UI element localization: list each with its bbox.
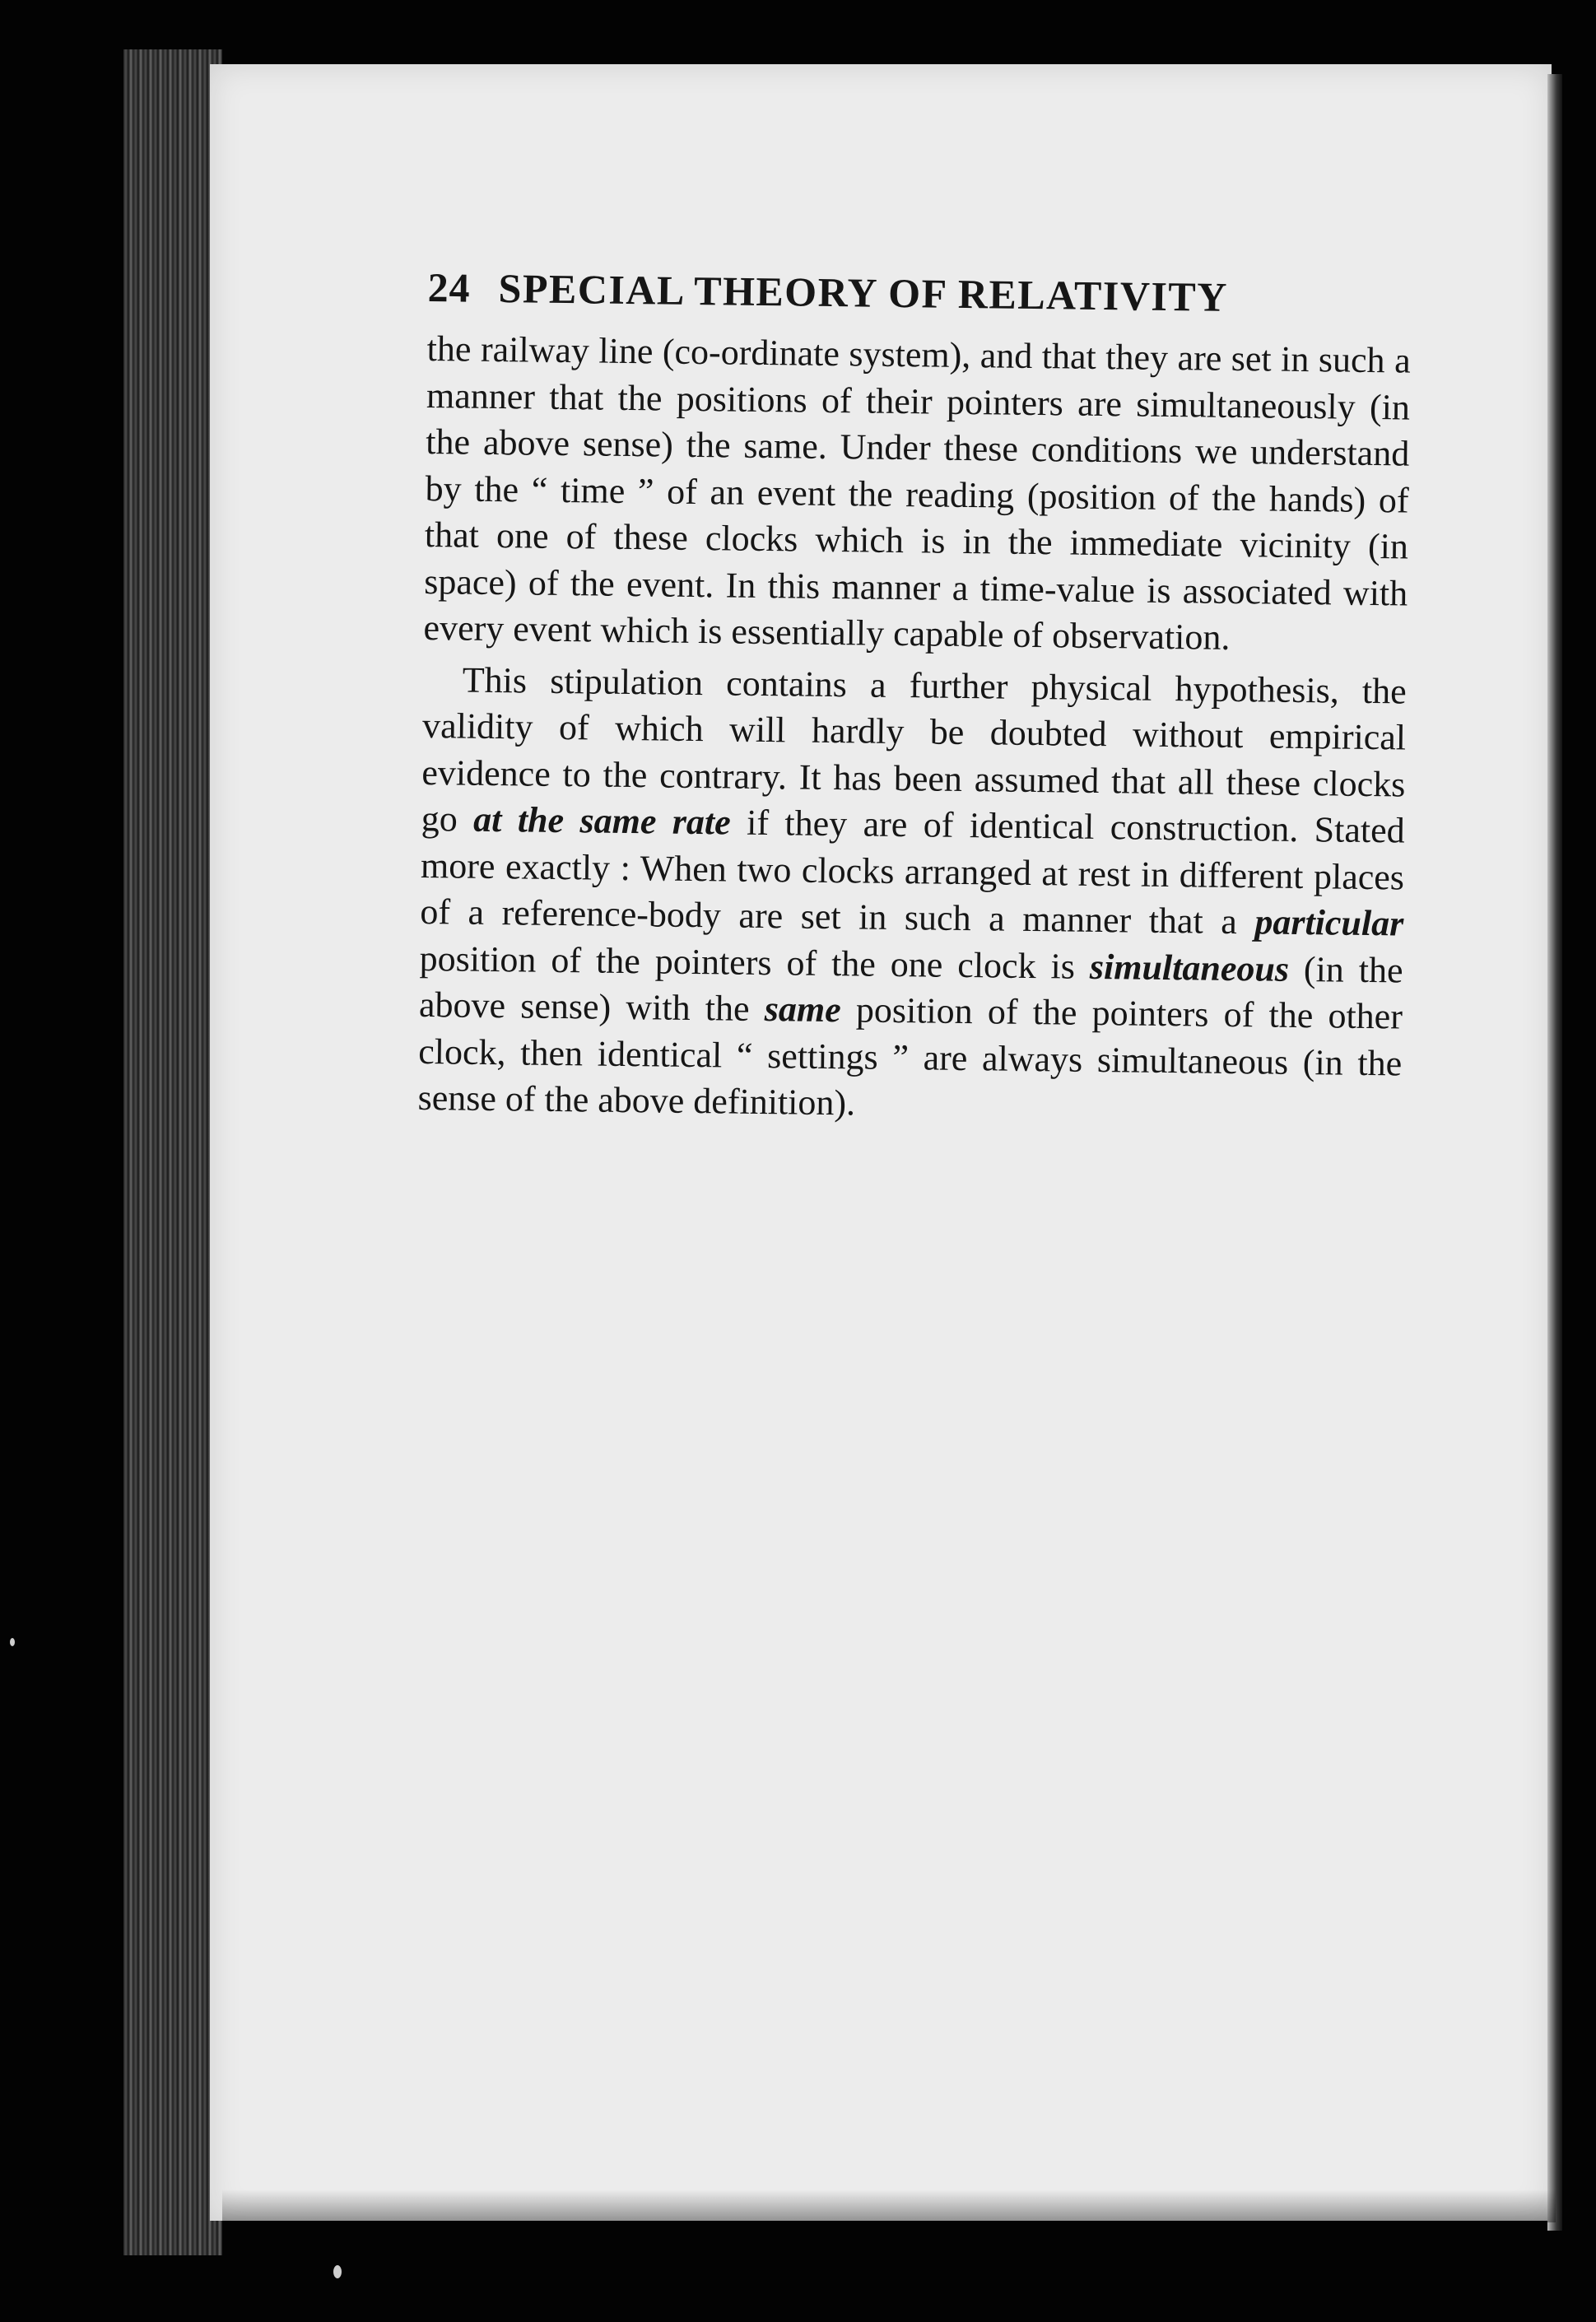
page-right-edge [1547,74,1562,2231]
paragraph-text: position of the pointers of the other clock, then identical “ settings ” are always simultaneous (in the sense of the above definition). [417,989,1403,1124]
paragraph [423,326,1411,663]
paragraph [417,656,1407,1133]
book-page-edges [123,49,222,2255]
paragraph-text: (in the above sense) with the [418,948,1403,1030]
emphasis-text: simultaneous [1089,946,1290,989]
running-title: SPECIAL THEORY OF RELATIVITY [498,265,1229,320]
paragraph-text: position of the pointers of the one clock is [419,938,1091,987]
paragraph-text: if they are of identical construction. Stated more exactly : When two clocks arranged at rest in different places of a reference-body are set in such a manner that a [420,802,1406,942]
emphasis-text: same [764,989,841,1031]
body-text [417,326,1411,1133]
paragraph-text: This stipulation contains a further physical hypothesis, the validity of which will hardly be doubted without empirical evidence to the contrary. It has been assumed that all these clocks go [421,659,1408,840]
emphasis-text: at the same rate [472,798,732,843]
page-number: 24 [427,263,471,311]
page-content [417,263,1412,1133]
page-bottom-shade [222,2189,1556,2222]
paragraph-text: the railway line (co-ordinate system), and that they are set in such a manner that the positions of their pointers are simultaneously (in the above sense) the same. Under these conditions we understand by the “ time ” of an event the reading (position of the hands) of that one of these clocks which is in the immediate vicinity (in space) of the event. In this manner a time-value is associated with every event which is essentially capable of observation. [423,328,1411,658]
emphasis-text: particular [1254,901,1404,944]
dust-speck [333,2265,342,2278]
dust-speck [10,1638,15,1646]
